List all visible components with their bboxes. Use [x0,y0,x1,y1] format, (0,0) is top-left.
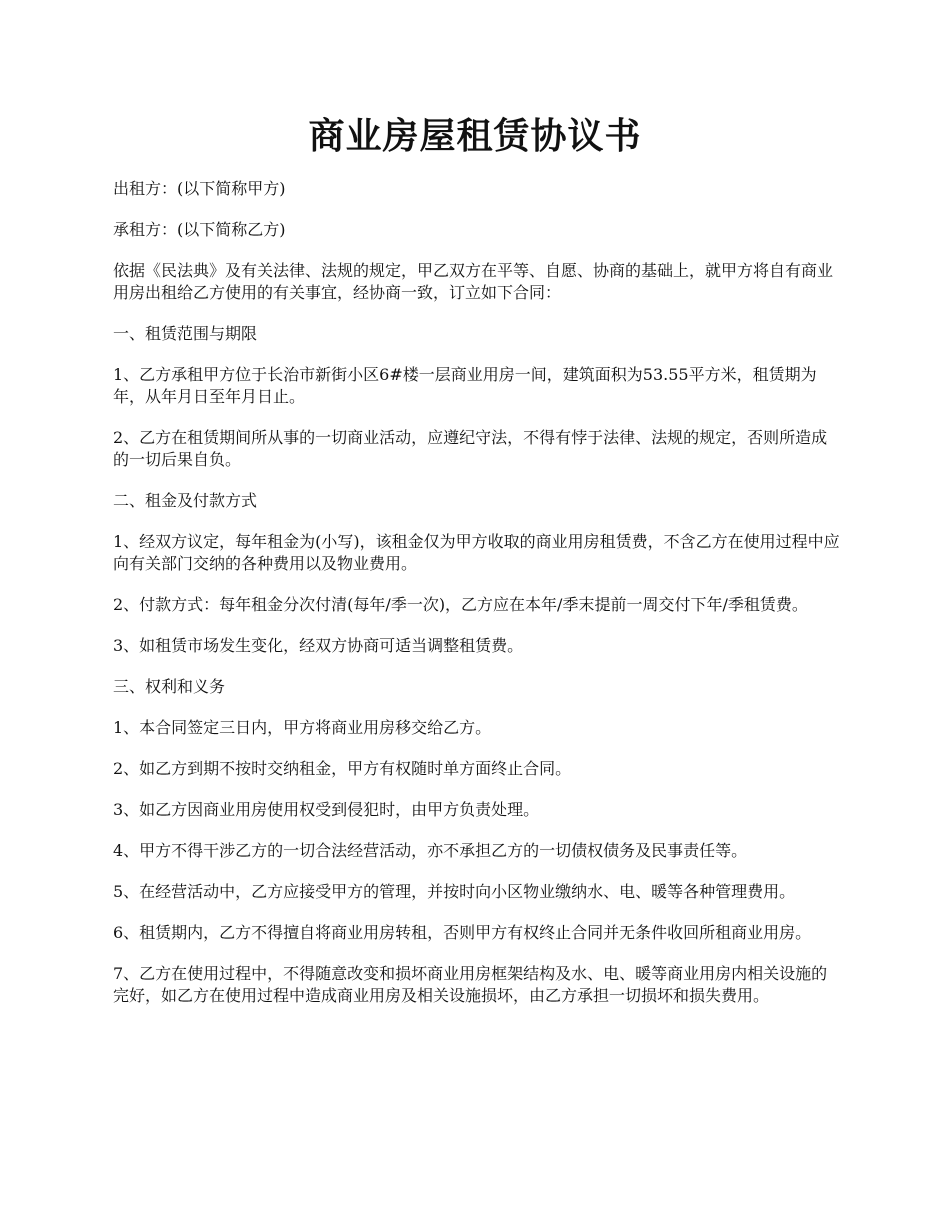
clause-1-2: 2、乙方在租赁期间所从事的一切商业活动，应遵纪守法，不得有悖于法律、法规的规定，否则所造成的一切后果自负。 [113,428,828,469]
clause-3-4: 4、甲方不得干涉乙方的一切合法经营活动，亦不承担乙方的一切债权债务及民事责任等。 [113,841,748,860]
clause-2-3: 3、如租赁市场发生变化，经双方协商可适当调整租赁费。 [113,636,524,655]
section-heading-2: 二、租金及付款方式 [113,491,258,510]
document-title: 商业房屋租赁协议书 [308,115,642,157]
preamble: 依据《民法典》及有关法律、法规的规定，甲乙双方在平等、自愿、协商的基础上，就甲方将自有商业用房出租给乙方使用的有关事宜，经协商一致，订立如下合同： [113,261,834,302]
section-heading-3: 三、权利和义务 [113,677,226,696]
clause-2-2: 2、付款方式：每年租金分次付清(每年/季一次)，乙方应在本年/季末提前一周交付下年/季租赁费。 [113,595,808,614]
clause-1-1: 1、乙方承租甲方位于长治市新街小区6#楼一层商业用房一间，建筑面积为53.55平方米，租赁期为年，从年月日至年月日止。 [113,365,817,406]
section-heading-1: 一、租赁范围与期限 [113,324,258,343]
clause-3-1: 1、本合同签定三日内，甲方将商业用房移交给乙方。 [113,718,492,737]
clause-3-6: 6、租赁期内，乙方不得擅自将商业用房转租，否则甲方有权终止合同并无条件收回所租商业用房。 [113,923,812,942]
document-body [113,178,843,1026]
party-lessor: 出租方：(以下简称甲方) [113,179,286,198]
clause-3-2: 2、如乙方到期不按时交纳租金，甲方有权随时单方面终止合同。 [113,759,572,778]
clause-3-7: 7、乙方在使用过程中，不得随意改变和损坏商业用房框架结构及水、电、暖等商业用房内相关设施的完好，如乙方在使用过程中造成商业用房及相关设施损坏，由乙方承担一切损坏和损失费用。 [113,964,828,1005]
clause-3-3: 3、如乙方因商业用房使用权受到侵犯时，由甲方负责处理。 [113,800,540,819]
party-lessee: 承租方：(以下简称乙方) [113,220,286,239]
clause-3-5: 5、在经营活动中，乙方应接受甲方的管理，并按时向小区物业缴纳水、电、暖等各种管理费用。 [113,882,796,901]
clause-2-1: 1、经双方议定，每年租金为(小写)，该租金仅为甲方收取的商业用房租赁费，不含乙方在使用过程中应向有关部门交纳的各种费用以及物业费用。 [113,532,840,573]
